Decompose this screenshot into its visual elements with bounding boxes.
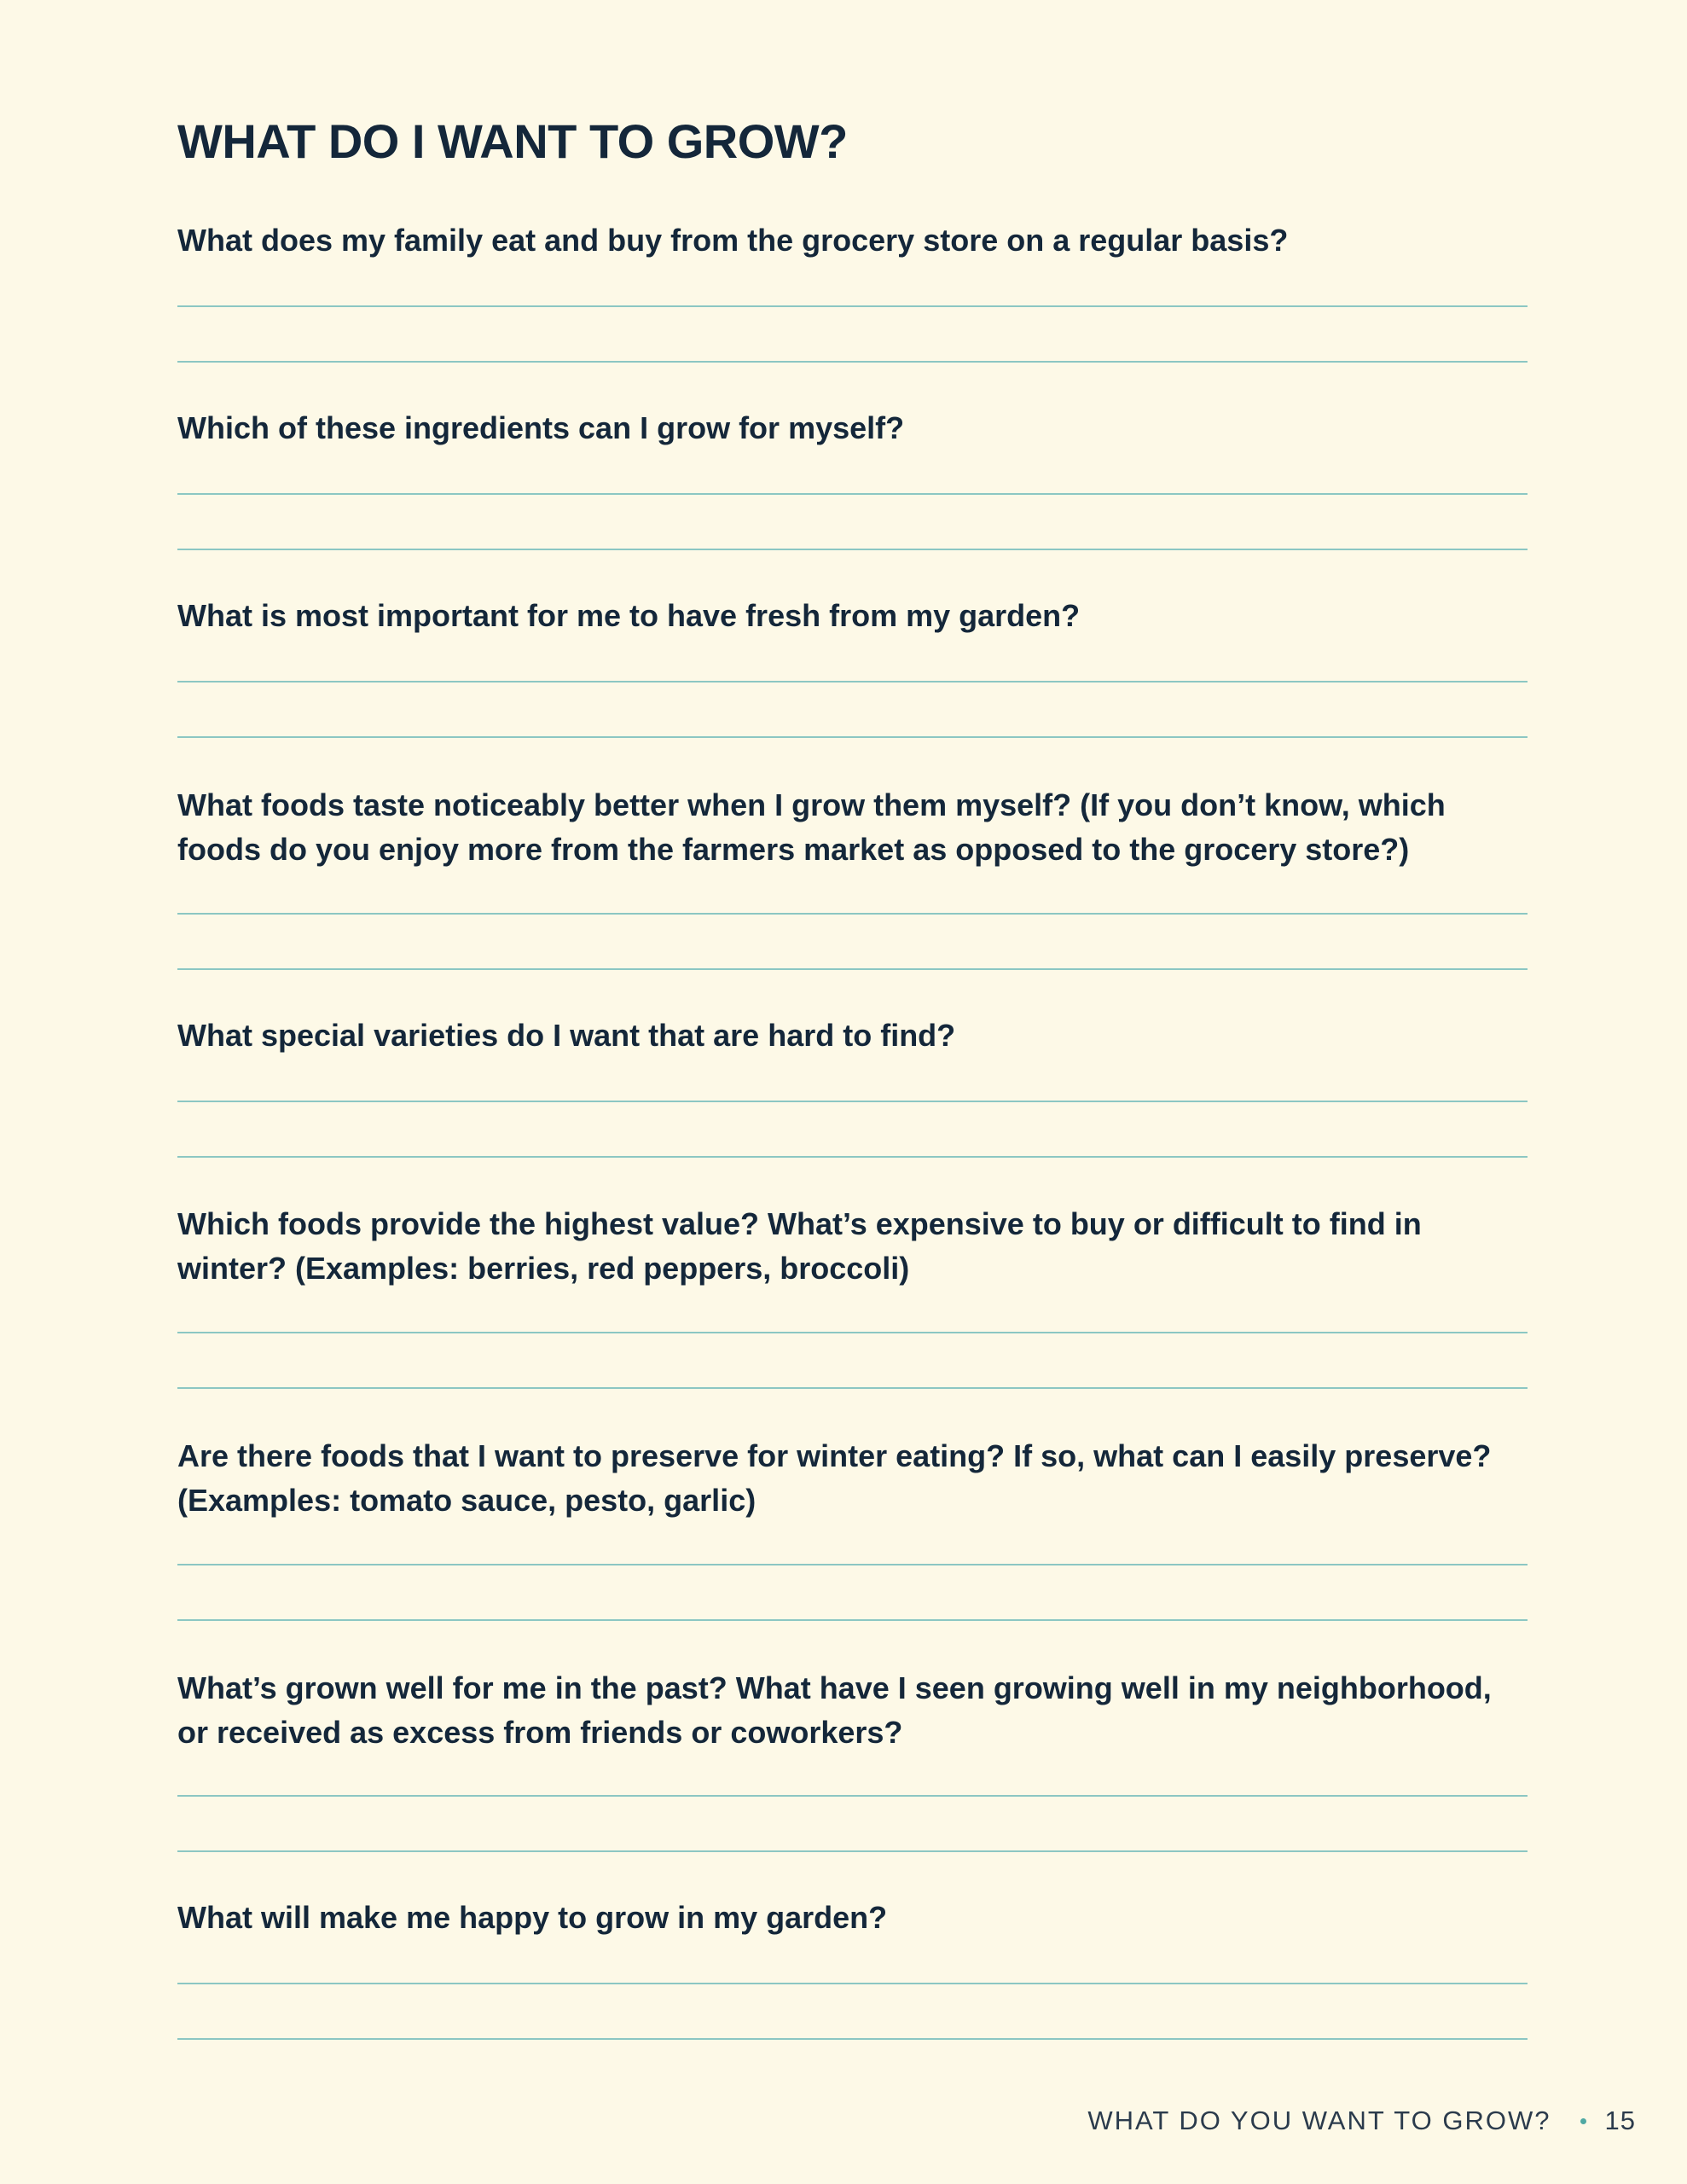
question-7: Are there foods that I want to preserve for winter eating? If so, what can I easily preserve? (Examples: tomato sauce, pesto, garlic) [177,1438,1492,1518]
bullet-dot-icon [1580,2118,1586,2124]
question-3: What is most important for me to have fresh from my garden? [177,598,1081,633]
question-6: Which foods provide the highest value? What’s expensive to buy or difficult to find in winter? (Examples: berries, red peppers, broccoli) [177,1206,1422,1286]
answer-line-2a[interactable] [177,493,1528,495]
answer-line-3b[interactable] [177,736,1528,738]
answer-line-5a[interactable] [177,1101,1528,1102]
question-2: Which of these ingredients can I grow for myself? [177,410,905,445]
answer-line-1b[interactable] [177,361,1528,363]
answer-line-2b[interactable] [177,549,1528,550]
answer-line-9b[interactable] [177,2038,1528,2040]
answer-line-6a[interactable] [177,1332,1528,1333]
question-1: What does my family eat and buy from the grocery store on a regular basis? [177,223,1289,258]
page-title: WHAT DO I WANT TO GROW? [177,114,848,168]
answer-line-4b[interactable] [177,968,1528,970]
answer-line-6b[interactable] [177,1387,1528,1389]
question-5: What special varieties do I want that are hard to find? [177,1018,956,1053]
answer-line-4a[interactable] [177,913,1528,915]
answer-line-3a[interactable] [177,681,1528,682]
answer-line-7b[interactable] [177,1619,1528,1621]
page-number: 15 [1604,2106,1636,2135]
answer-line-8a[interactable] [177,1795,1528,1797]
question-4: What foods taste noticeably better when I grow them myself? (If you don’t know, which foods do you enjoy more from the farmers market as opposed to the grocery store?) [177,787,1446,867]
page-footer [1087,2106,1636,2136]
footer-section-title: WHAT DO YOU WANT TO GROW? [1087,2106,1551,2135]
answer-line-9a[interactable] [177,1983,1528,1984]
answer-line-7a[interactable] [177,1564,1528,1565]
question-8: What’s grown well for me in the past? What have I seen growing well in my neighborhood, or received as excess from friends or coworkers? [177,1670,1492,1750]
question-9: What will make me happy to grow in my garden? [177,1900,888,1935]
answer-line-8b[interactable] [177,1850,1528,1852]
answer-line-5b[interactable] [177,1156,1528,1158]
answer-line-1a[interactable] [177,305,1528,307]
